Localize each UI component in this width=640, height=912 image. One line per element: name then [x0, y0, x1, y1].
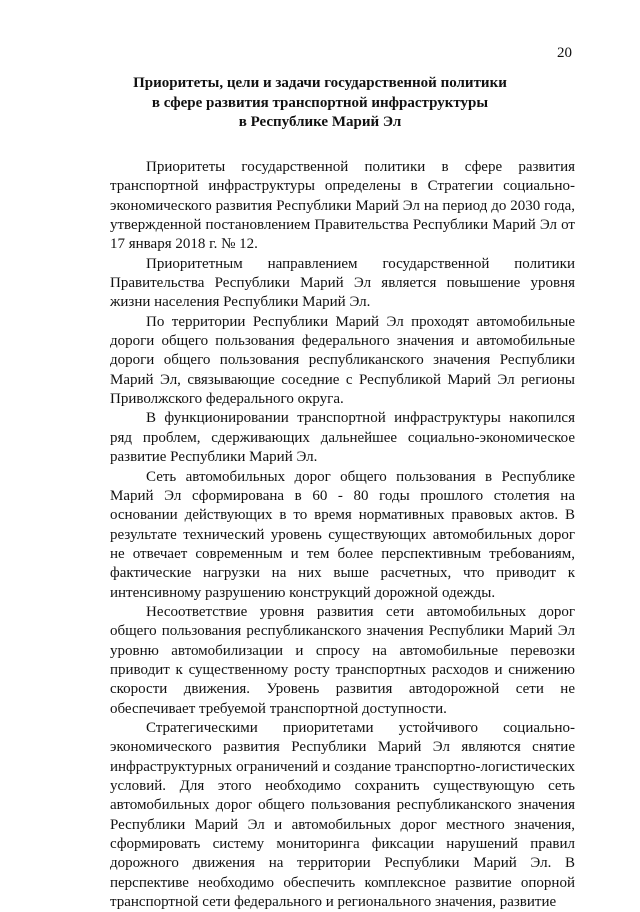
- paragraph-priority-direction: Приоритетным направлением государственной политики Правительства Республики Марий Эл является повышение уровня жизни населения Республики Марий Эл.: [110, 255, 575, 311]
- section-title-line-1: Приоритеты, цели и задачи государственной политики: [133, 75, 507, 91]
- paragraph-road-network: По территории Республики Марий Эл проходят автомобильные дороги общего пользования федерального значения и автомобильные дороги общего пользования республиканского значения Республики Марий Эл, связывающие соседние с Республикой Марий Эл регионы Приволжского федерального округа.: [110, 313, 575, 408]
- section-title-line-2: в сфере развития транспортной инфраструктуры: [151, 94, 489, 111]
- paragraph-problems: В функционировании транспортной инфраструктуры накопился ряд проблем, сдерживающих дальнейшее социально-экономическое развитие Республики Марий Эл.: [110, 410, 575, 466]
- body-text: [110, 158, 575, 912]
- section-title-line-3: в Республике Марий Эл: [238, 114, 402, 130]
- paragraph-priorities-strategy: Приоритеты государственной политики в сфере развития транспортной инфраструктуры определены в Стратегии социально-экономического развития Республики Марий Эл на период до 2030 года, утвержденной постановлением Правительства Республики Марий Эл от 17 января 2018 г. № 12.: [110, 159, 575, 253]
- paragraph-road-condition: Сеть автомобильных дорог общего пользования в Республике Марий Эл сформирована в 60 - 80 годы прошлого столетия на основании действующих в то время нормативных правовых актов. В результате технический уровень существующих автомобильных дорог не отвечает современным и тем более перспективным требованиям, фактические нагрузки на них выше расчетных, что приводит к интенсивному разрушению конструкций дорожной одежды.: [110, 468, 575, 601]
- paragraph-strategic-priorities: Стратегическими приоритетами устойчивого социально-экономического развития Республики Марий Эл являются снятие инфраструктурных ограничений и создание транспортно-логистических условий. Для этого необходимо сохранить существующую сеть автомобильных дорог общего пользования республиканского значения Республики Марий Эл и автомобильных дорог местного значения, сформировать систему мониторинга фиксации нарушений правил дорожного движения на территории Республики Марий Эл. В перспективе необходимо обеспечить комплексное развитие опорной транспортной сети федерального и регионального значения, развитие: [110, 719, 575, 911]
- page-number: 20: [557, 45, 572, 61]
- paragraph-mismatch: Несоответствие уровня развития сети автомобильных дорог общего пользования республиканского значения Республики Марий Эл уровню автомобилизации и спросу на автомобильные перевозки приводит к существенному росту транспортных расходов и снижению скорости движения. Уровень развития автодорожной сети не обеспечивает требуемой транспортной доступности.: [110, 603, 575, 717]
- section-title: [100, 74, 540, 133]
